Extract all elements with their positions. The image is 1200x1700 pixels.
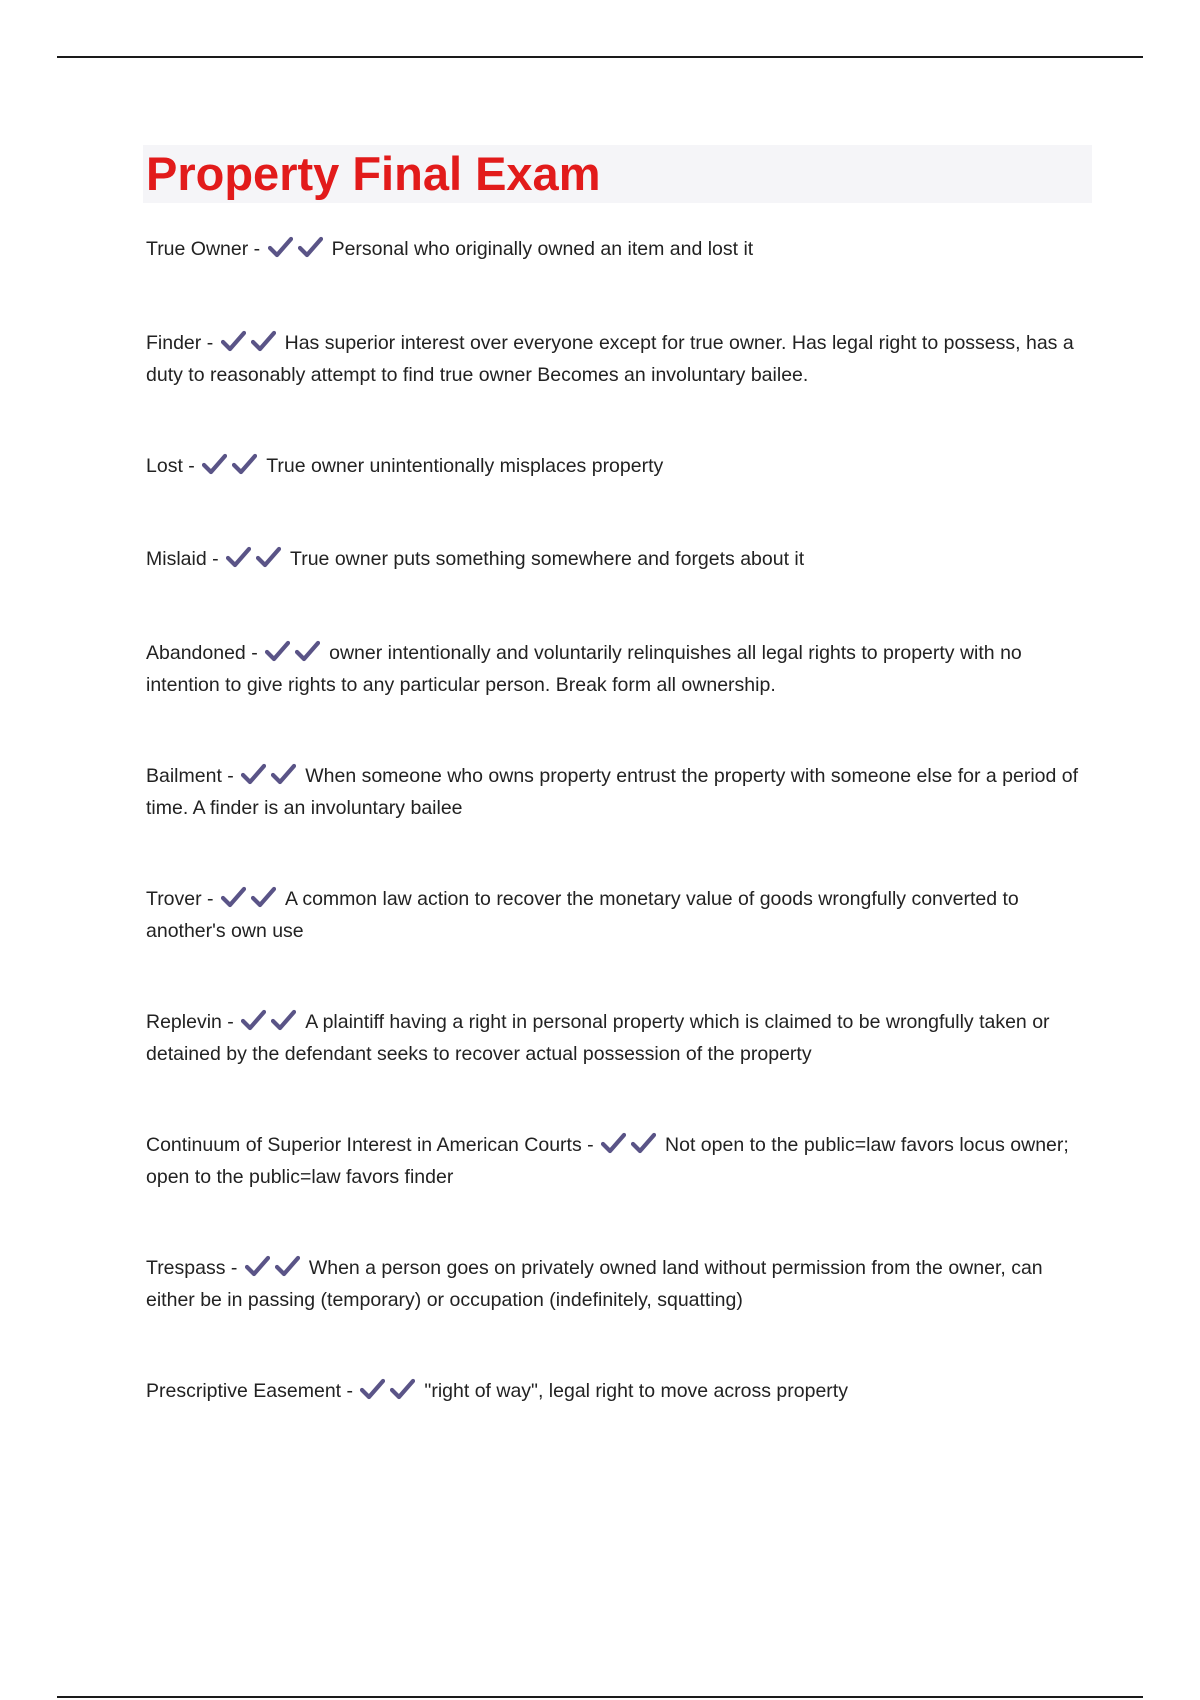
term-label: True Owner	[146, 238, 249, 260]
term-label: Abandoned	[146, 642, 246, 664]
term-entry	[146, 1131, 1091, 1192]
check-icon	[275, 1255, 300, 1277]
check-icon	[271, 763, 296, 785]
term-separator: -	[245, 642, 264, 664]
double-check-icon	[221, 886, 281, 917]
term-entry	[146, 639, 1091, 700]
term-entry	[146, 329, 1091, 390]
check-icon	[221, 886, 246, 908]
term-separator: -	[581, 1134, 600, 1156]
check-icon	[601, 1132, 626, 1154]
check-icon	[295, 640, 320, 662]
term-label: Bailment	[146, 765, 222, 787]
top-rule	[57, 56, 1143, 58]
term-separator: -	[221, 1011, 240, 1033]
term-separator: -	[206, 548, 225, 570]
check-icon	[268, 236, 293, 258]
term-label: Trespass	[146, 1257, 226, 1279]
check-icon	[241, 763, 266, 785]
check-icon	[245, 1255, 270, 1277]
term-separator: -	[201, 332, 219, 354]
double-check-icon	[221, 330, 281, 361]
double-check-icon	[241, 763, 301, 794]
term-definition: True owner puts something somewhere and forgets about it	[290, 548, 805, 570]
term-label: Trover	[146, 888, 202, 910]
term-entry	[146, 885, 1091, 946]
check-icon	[226, 546, 251, 568]
term-label: Mislaid	[146, 548, 207, 570]
check-icon	[251, 886, 276, 908]
term-entry	[146, 1377, 1091, 1409]
double-check-icon	[265, 640, 325, 671]
term-separator: -	[225, 1257, 243, 1279]
check-icon	[271, 1009, 296, 1031]
check-icon	[251, 330, 276, 352]
term-entry	[146, 452, 1091, 484]
double-check-icon	[202, 453, 262, 484]
term-entry	[146, 762, 1091, 823]
term-separator: -	[201, 888, 219, 910]
page-title: Property Final Exam	[146, 147, 601, 200]
term-definition: "right of way", legal right to move across property	[424, 1380, 848, 1402]
term-separator: -	[248, 238, 266, 260]
term-entry	[146, 545, 1091, 577]
term-label: Lost	[146, 455, 183, 477]
double-check-icon	[601, 1132, 661, 1163]
term-entry	[146, 235, 1091, 267]
check-icon	[631, 1132, 656, 1154]
double-check-icon	[241, 1009, 301, 1040]
double-check-icon	[226, 546, 286, 577]
term-entry	[146, 1254, 1091, 1315]
bottom-rule	[57, 1696, 1143, 1698]
check-icon	[265, 640, 290, 662]
double-check-icon	[268, 236, 328, 267]
term-label: Prescriptive Easement	[146, 1380, 342, 1402]
term-separator: -	[182, 455, 201, 477]
check-icon	[241, 1009, 266, 1031]
check-icon	[256, 546, 281, 568]
check-icon	[390, 1378, 415, 1400]
term-definition: Not open to the public=law favors locus owner; open to the public=law favors finder	[146, 1134, 1069, 1188]
term-definition: Personal who originally owned an item and lost it	[331, 238, 754, 260]
term-separator: -	[221, 765, 240, 787]
check-icon	[221, 330, 246, 352]
term-definition: True owner unintentionally misplaces property	[266, 455, 664, 477]
check-icon	[298, 236, 323, 258]
check-icon	[202, 453, 227, 475]
check-icon	[232, 453, 257, 475]
check-icon	[360, 1378, 385, 1400]
term-label: Finder	[146, 332, 202, 354]
term-definition: When a person goes on privately owned land without permission from the owner, can either be in passing (temporary) or occupation (indefinitely, squatting)	[146, 1257, 1043, 1311]
term-definition: When someone who owns property entrust the property with someone else for a period of time. A finder is an involuntary bailee	[146, 765, 1079, 819]
term-entry	[146, 1008, 1091, 1069]
double-check-icon	[245, 1255, 305, 1286]
term-definition: Has superior interest over everyone except for true owner. Has legal right to possess, has a duty to reasonably attempt to find true owner Becomes an involuntary bailee.	[146, 332, 1074, 386]
term-label: Replevin	[146, 1011, 222, 1033]
term-definition: A common law action to recover the monetary value of goods wrongfully converted to another's own use	[146, 888, 1019, 942]
double-check-icon	[360, 1378, 420, 1409]
term-label: Continuum of Superior Interest in American Courts	[146, 1134, 582, 1156]
term-definition: owner intentionally and voluntarily relinquishes all legal rights to property with no intention to give rights to any particular person. Break form all ownership.	[146, 642, 1022, 696]
term-separator: -	[341, 1380, 359, 1402]
term-definition: A plaintiff having a right in personal property which is claimed to be wrongfully taken or detained by the defendant seeks to recover actual possession of the property	[146, 1011, 1050, 1065]
